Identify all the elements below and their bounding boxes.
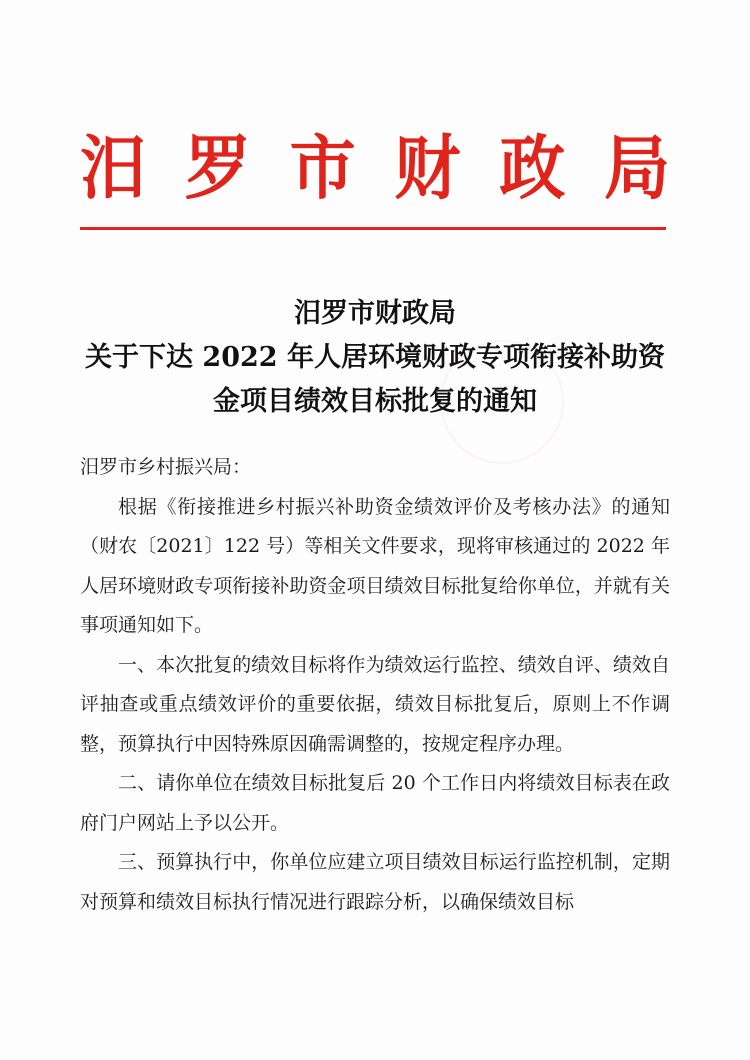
document-title xyxy=(60,292,690,424)
letterhead-char: 局 xyxy=(603,127,670,209)
body-paragraph-1: 根据《衔接推进乡村振兴补助资金绩效评价及考核办法》的通知（财农〔2021〕122 号）等相关文件要求，现将审核通过的 2022 年人居环境财政专项衔接补助资金项目绩效目标批复给你单位，并就有关事项通知如下。 xyxy=(80,495,670,636)
document-body xyxy=(80,448,670,922)
body-paragraph-3: 二、请你单位在绩效目标批复后 20 个工作日内将绩效目标表在政府门户网站上予以公开。 xyxy=(80,772,670,834)
title-line-2: 关于下达 2022 年人居环境财政专项衔接补助资 xyxy=(85,342,665,373)
body-paragraph-4: 三、预算执行中，你单位应建立项目绩效目标运行监控机制，定期对预算和绩效目标执行情况进行跟踪分析，以确保绩效目标 xyxy=(80,851,670,913)
letterhead-issuer-name xyxy=(80,128,670,208)
letterhead-char: 汨 xyxy=(80,127,146,209)
letterhead-red-rule xyxy=(80,227,666,230)
addressee: 汨罗市乡村振兴局： xyxy=(80,456,252,478)
title-line-3: 金项目绩效目标批复的通知 xyxy=(213,386,537,417)
letterhead-char: 政 xyxy=(499,127,566,209)
body-paragraph-2: 一、本次批复的绩效目标将作为绩效运行监控、绩效自评、绩效自评抽查或重点绩效评价的重要依据，绩效目标批复后，原则上不作调整，预算执行中因特殊原因确需调整的，按规定程序办理。 xyxy=(80,653,670,755)
letterhead-char: 市 xyxy=(289,127,356,209)
title-line-1: 汨罗市财政局 xyxy=(294,298,456,329)
letterhead-char: 罗 xyxy=(184,127,251,209)
letterhead-char: 财 xyxy=(394,127,461,209)
